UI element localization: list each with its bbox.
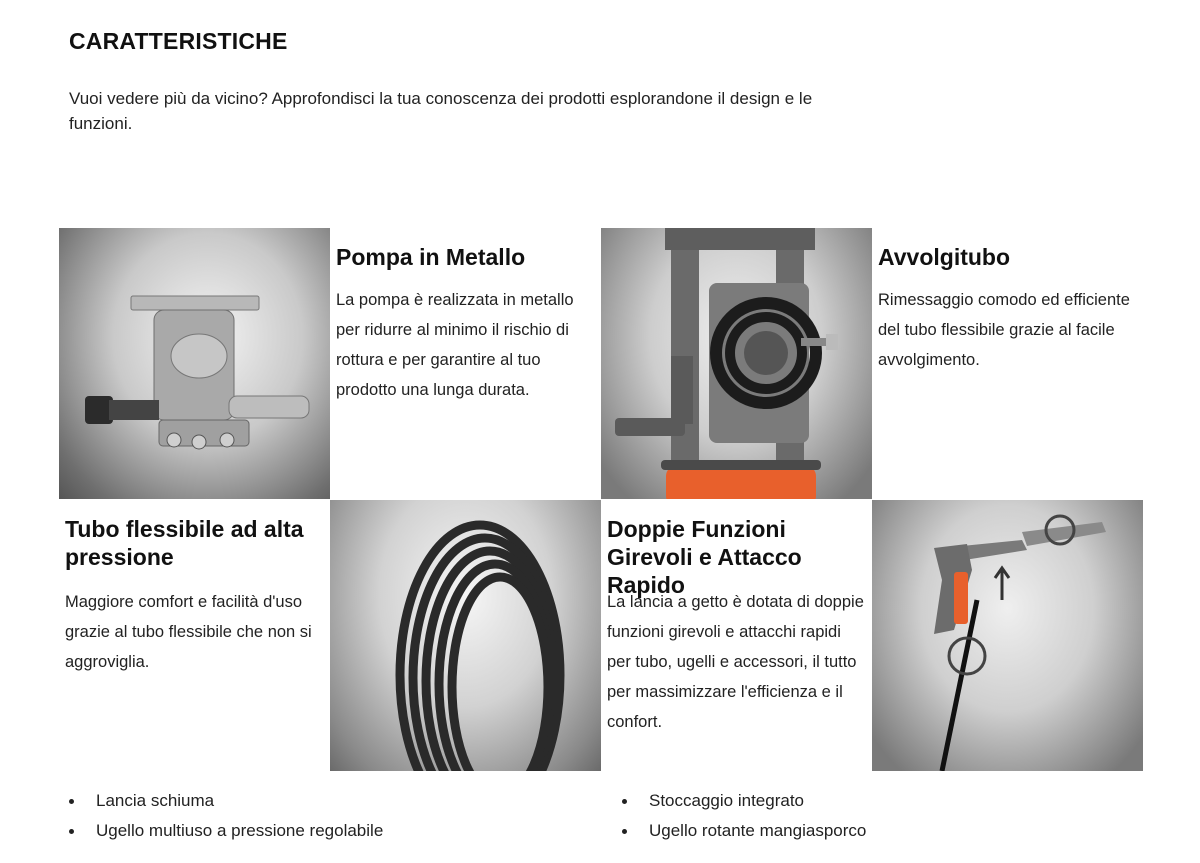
- metal-pump-image: [59, 228, 330, 499]
- hose-reel-icon: [601, 228, 872, 499]
- list-item: Lancia schiuma: [69, 786, 383, 816]
- spray-gun-image: [872, 500, 1143, 771]
- feature-list-left: [69, 786, 383, 846]
- feature-title: Avvolgitubo: [878, 244, 1011, 270]
- coiled-hose-icon: [330, 500, 601, 771]
- metal-pump-icon: [59, 228, 330, 499]
- feature-card-swivel: [601, 500, 872, 771]
- spray-gun-swivel-icon: [872, 500, 1143, 771]
- feature-body: Rimessaggio comodo ed efficiente del tubo flessibile grazie al facile avvolgimento.: [878, 291, 1130, 369]
- feature-card-reel: [872, 228, 1143, 499]
- coiled-hose-image: [330, 500, 601, 771]
- feature-title: Pompa in Metallo: [336, 244, 526, 270]
- feature-card-hose: [59, 500, 330, 771]
- feature-body: La lancia a getto è dotata di doppie funzioni girevoli e attacchi rapidi per tubo, ugelli e accessori, il tutto per massimizzare l'efficienza e il confort.: [607, 593, 864, 731]
- feature-list-right: [622, 786, 866, 846]
- intro-text: Vuoi vedere più da vicino? Approfondisci la tua conoscenza dei prodotti esplorandone il design e le funzioni.: [69, 89, 813, 133]
- list-item: Ugello rotante mangiasporco: [622, 816, 866, 846]
- feature-body: Maggiore comfort e facilità d'uso grazie al tubo flessibile che non si aggroviglia.: [65, 593, 312, 671]
- feature-title: Tubo flessibile ad alta pressione: [65, 516, 304, 570]
- list-item: Stoccaggio integrato: [622, 786, 866, 816]
- feature-body: La pompa è realizzata in metallo per ridurre al minimo il rischio di rottura e per garantire al tuo prodotto una lunga durata.: [336, 291, 574, 399]
- feature-title: Doppie Funzioni Girevoli e Attacco Rapido: [607, 516, 802, 598]
- list-item: Ugello multiuso a pressione regolabile: [69, 816, 383, 846]
- feature-card-pump: [330, 228, 601, 499]
- hose-reel-image: [601, 228, 872, 499]
- section-title: CARATTERISTICHE: [69, 28, 288, 54]
